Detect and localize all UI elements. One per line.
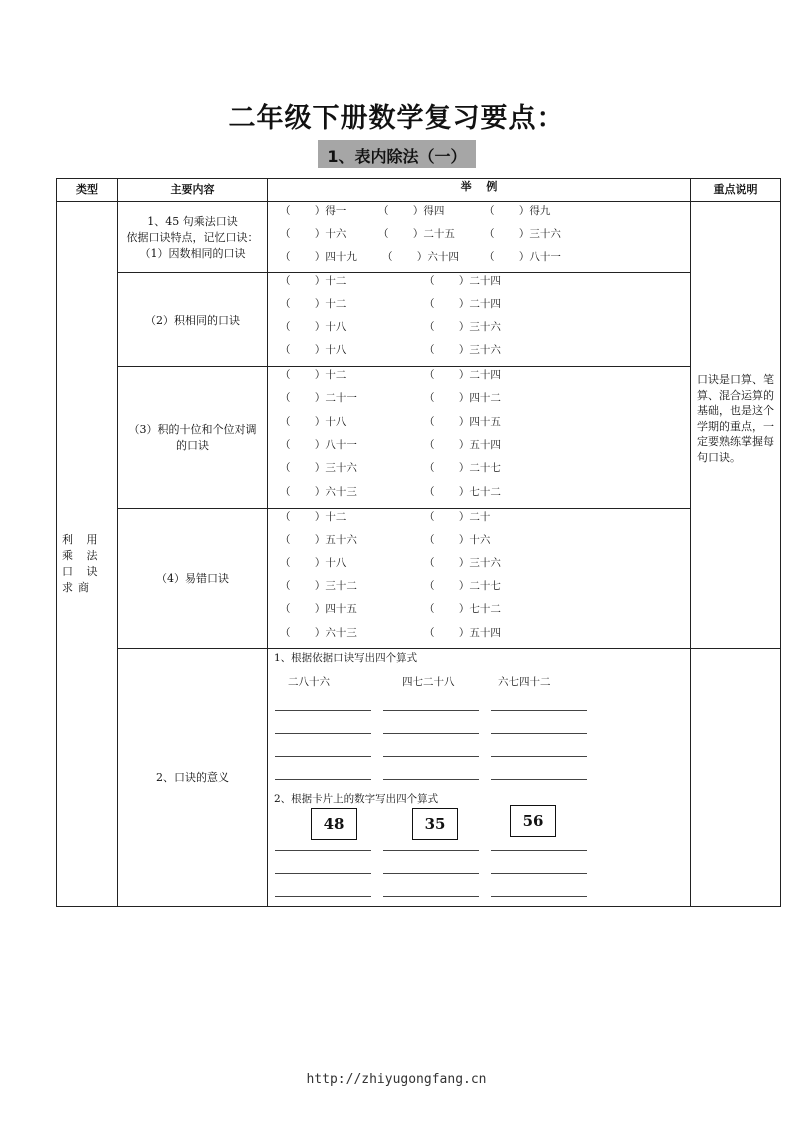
example-item: （ ）五十四 [424,627,501,639]
example-item: （ ）八十一 [280,439,357,451]
example-item: （ ）十六 [424,534,491,546]
header-type: 类型 [76,183,98,196]
answer-blank[interactable] [275,850,371,851]
example-item: （ ）二十 [424,511,491,523]
header-examples: 举 例 [460,180,498,193]
table-border-bottom [56,906,781,907]
example-item: （ ）二十四 [424,298,501,310]
example-item: （ ）四十五 [424,416,501,428]
answer-blank[interactable] [491,896,587,897]
header-divider [56,201,781,202]
example-item: （ ）六十三 [280,627,357,639]
type-label: 利 用 乘 法 口 诀 求商 [62,533,103,594]
example-item: （ ）得一 [280,205,347,217]
answer-blank[interactable] [383,896,479,897]
content-line: 2、口诀的意义 [156,771,229,784]
answer-blank[interactable] [383,733,479,734]
example-item: （ ）十六 [280,228,347,240]
example-item: （ ）四十九 [280,251,357,263]
task-instruction: 2、根据卡片上的数字写出四个算式 [274,793,439,805]
example-item: （ ）二十四 [424,275,501,287]
example-item: （ ）五十四 [424,439,501,451]
example-item: （ ）五十六 [280,534,357,546]
answer-blank[interactable] [383,710,479,711]
table-border-left [56,178,57,907]
row-divider [117,272,691,273]
page-title: 二年级下册数学复习要点： [228,103,565,134]
example-item: （ ）七十二 [424,603,501,615]
example-item: （ ）三十六 [424,321,501,333]
example-item: （ ）得九 [484,205,551,217]
example-item: （ ）二十七 [424,462,501,474]
answer-blank[interactable] [491,733,587,734]
example-item: （ ）二十一 [280,392,357,404]
example-item: （ ）十八 [280,321,347,333]
answer-blank[interactable] [275,756,371,757]
example-item: （ ）十二 [280,511,347,523]
example-item: （ ）十二 [280,369,347,381]
example-item: （ ）四十五 [280,603,357,615]
example-item: （ ）三十六 [280,462,357,474]
number-card: 35 [412,808,458,840]
answer-blank[interactable] [383,779,479,780]
example-item: （ ）三十六 [424,557,501,569]
answer-blank[interactable] [275,873,371,874]
row-divider [117,508,691,509]
answer-blank[interactable] [275,733,371,734]
answer-blank[interactable] [383,850,479,851]
answer-blank[interactable] [491,756,587,757]
example-item: （ ）二十五 [378,228,455,240]
row-divider [117,366,691,367]
header-notes: 重点说明 [713,183,758,196]
example-item: （ ）四十二 [424,392,501,404]
answer-blank[interactable] [491,710,587,711]
answer-blank[interactable] [383,756,479,757]
answer-blank[interactable] [275,896,371,897]
number-card: 48 [311,808,357,840]
content-line: （1）因数相同的口诀 [139,247,246,260]
content-line: （2）积相同的口诀 [145,314,240,327]
rhyme: 四七二十八 [402,676,455,688]
answer-blank[interactable] [491,873,587,874]
example-item: （ ）六十三 [280,486,357,498]
row-divider [117,648,781,649]
rhyme: 六七四十二 [498,676,551,688]
example-item: （ ）三十六 [484,228,561,240]
content-line: 依据口诀特点，记忆口诀： [126,231,259,244]
footer-url[interactable]: http://zhiyugongfang.cn [306,1072,487,1087]
column-divider [690,178,691,907]
example-item: （ ）三十二 [280,580,357,592]
example-item: （ ）十八 [280,557,347,569]
answer-blank[interactable] [383,873,479,874]
example-item: （ ）二十七 [424,580,501,592]
rhyme: 二八十六 [288,676,330,688]
example-item: （ ）六十四 [382,251,459,263]
column-divider [267,178,268,907]
example-item: （ ）十八 [280,416,347,428]
content-line: （3）积的十位和个位对调 [128,423,257,436]
table-border-right [780,178,781,907]
header-content: 主要内容 [170,183,215,196]
answer-blank[interactable] [275,779,371,780]
content-line: 1、45 句乘法口诀 [147,215,238,228]
example-item: （ ）八十一 [484,251,561,263]
task-instruction: 1、根据依据口诀写出四个算式 [274,652,418,664]
column-divider [117,178,118,907]
content-line: 的口诀 [176,439,209,452]
example-item: （ ）十八 [280,344,347,356]
example-item: （ ）三十六 [424,344,501,356]
number-card: 56 [510,805,556,837]
key-note: 口诀是口算、笔算、混合运算的基础，也是这个学期的重点，一定要熟练掌握每句口诀。 [697,373,774,464]
example-item: （ ）二十四 [424,369,501,381]
content-line: （4）易错口诀 [156,572,229,585]
example-item: （ ）得四 [378,205,445,217]
section-heading: 1、表内除法（一） [327,147,467,166]
answer-blank[interactable] [491,850,587,851]
example-item: （ ）十二 [280,275,347,287]
answer-blank[interactable] [275,710,371,711]
example-item: （ ）十二 [280,298,347,310]
example-item: （ ）七十二 [424,486,501,498]
answer-blank[interactable] [491,779,587,780]
